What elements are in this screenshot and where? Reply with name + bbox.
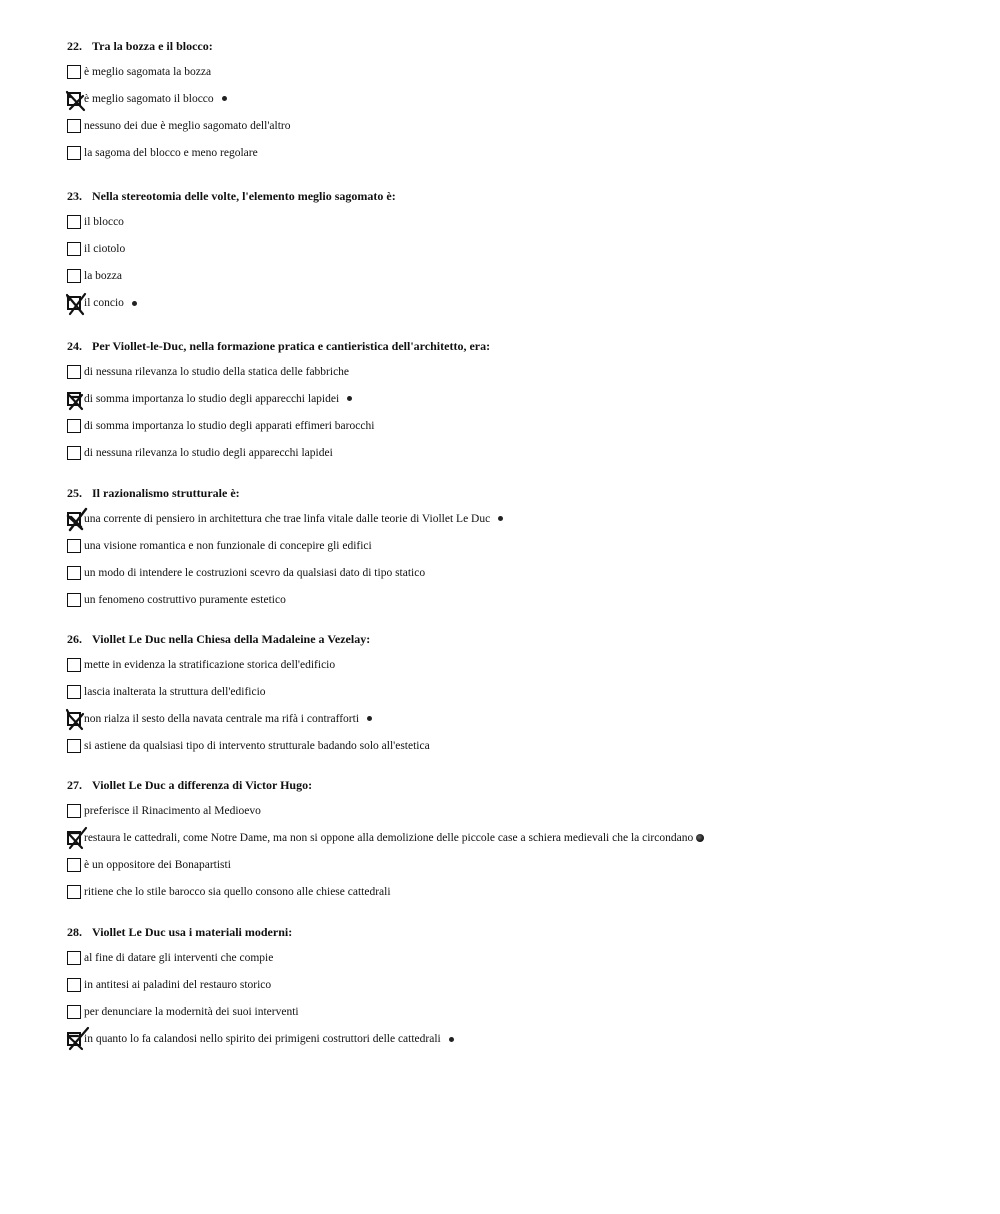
checkbox[interactable]: [67, 804, 81, 818]
option-item: [67, 1026, 967, 1053]
option-label: un fenomeno costruttivo puramente estetico: [84, 594, 286, 607]
answer-dot-icon: [367, 716, 372, 721]
answer-dot-icon: [347, 396, 352, 401]
checkbox[interactable]: [67, 119, 81, 133]
handwritten-x-mark-icon: [66, 708, 88, 732]
option-label: lascia inalterata la struttura dell'edificio: [84, 685, 266, 698]
options-list: [67, 505, 967, 614]
checkbox[interactable]: [67, 146, 81, 160]
checkbox[interactable]: [67, 658, 81, 672]
option-item: [67, 733, 967, 760]
option-item: [67, 358, 967, 385]
checkbox[interactable]: [67, 215, 81, 229]
options-list: [67, 58, 967, 167]
options-list: [67, 797, 967, 906]
question-title: [67, 485, 967, 501]
question-title: [67, 924, 967, 940]
checkbox[interactable]: [67, 885, 81, 899]
option-item: [67, 85, 967, 112]
option-label: mette in evidenza la stratificazione storica dell'edificio: [84, 658, 336, 671]
option-item: [67, 112, 967, 139]
checkbox-checked[interactable]: [67, 92, 81, 106]
option-item: [67, 879, 967, 906]
option-label: di nessuna rilevanza lo studio della statica delle fabbriche: [84, 365, 350, 378]
option-label: in antitesi ai paladini del restauro storico: [84, 978, 272, 991]
checkbox-checked[interactable]: [67, 296, 81, 310]
option-item: [67, 797, 967, 824]
option-item: [67, 559, 967, 586]
option-label: la sagoma del blocco e meno regolare: [84, 147, 258, 160]
option-item: [67, 440, 967, 467]
option-label: restaura le cattedrali, come Notre Dame, ma non si oppone alla demolizione delle piccole case a schiera medievali che la circondano: [84, 831, 694, 844]
option-label: di somma importanza lo studio degli apparecchi lapidei: [84, 392, 340, 405]
option-label: è un oppositore dei Bonapartisti: [84, 858, 231, 871]
option-item: [67, 587, 967, 614]
question-text: Il razionalismo strutturale è:: [92, 486, 240, 500]
question-text: Viollet Le Duc a differenza di Victor Hugo:: [92, 778, 313, 792]
option-item: [67, 412, 967, 439]
checkbox[interactable]: [67, 739, 81, 753]
option-item: [67, 505, 967, 532]
handwritten-x-mark-icon: [66, 508, 88, 532]
checkbox-checked[interactable]: [67, 831, 81, 845]
question-number: 24.: [67, 339, 82, 353]
option-label: di somma importanza lo studio degli apparati effimeri barocchi: [84, 419, 375, 432]
question-28: [67, 924, 967, 1053]
question-23: [67, 188, 967, 317]
answer-dot-icon: [132, 301, 137, 306]
question-text: Per Viollet-le-Duc, nella formazione pratica e cantieristica dell'architetto, era:: [92, 339, 491, 353]
option-item: [67, 944, 967, 971]
options-list: [67, 651, 967, 760]
options-list: [67, 944, 967, 1053]
option-label: si astiene da qualsiasi tipo di intervento strutturale badando solo all'estetica: [84, 740, 430, 753]
question-24: [67, 338, 967, 467]
option-item: [67, 705, 967, 732]
option-item: [67, 824, 967, 851]
checkbox[interactable]: [67, 446, 81, 460]
checkbox[interactable]: [67, 419, 81, 433]
question-text: Tra la bozza e il blocco:: [92, 39, 213, 53]
answer-dot-icon: [696, 834, 704, 842]
option-item: [67, 235, 967, 262]
checkbox[interactable]: [67, 242, 81, 256]
question-26: [67, 631, 967, 760]
option-item: [67, 140, 967, 167]
option-label: la bozza: [84, 269, 122, 282]
question-title: [67, 338, 967, 354]
option-label: una corrente di pensiero in architettura che trae linfa vitale dalle teorie di Viollet Le Duc: [84, 512, 491, 525]
checkbox-checked[interactable]: [67, 392, 81, 406]
option-label: è meglio sagomata la bozza: [84, 65, 212, 78]
option-item: [67, 262, 967, 289]
checkbox[interactable]: [67, 365, 81, 379]
option-label: il blocco: [84, 215, 124, 228]
question-number: 26.: [67, 632, 82, 646]
checkbox[interactable]: [67, 269, 81, 283]
option-label: ritiene che lo stile barocco sia quello consono alle chiese cattedrali: [84, 886, 391, 899]
answer-dot-icon: [449, 1037, 454, 1042]
question-number: 25.: [67, 486, 82, 500]
question-25: [67, 485, 967, 614]
option-label: nessuno dei due è meglio sagomato dell'altro: [84, 119, 291, 132]
handwritten-x-mark-icon: [66, 388, 88, 412]
checkbox[interactable]: [67, 858, 81, 872]
question-title: [67, 777, 967, 793]
question-text: Viollet Le Duc nella Chiesa della Madaleine a Vezelay:: [92, 632, 371, 646]
question-title: [67, 188, 967, 204]
question-number: 27.: [67, 778, 82, 792]
question-number: 23.: [67, 189, 82, 203]
checkbox-checked[interactable]: [67, 1032, 81, 1046]
options-list: [67, 358, 967, 467]
checkbox[interactable]: [67, 1005, 81, 1019]
checkbox-checked[interactable]: [67, 512, 81, 526]
checkbox[interactable]: [67, 539, 81, 553]
option-item: [67, 971, 967, 998]
checkbox[interactable]: [67, 593, 81, 607]
option-label: il concio: [84, 297, 124, 310]
checkbox[interactable]: [67, 978, 81, 992]
question-text: Nella stereotomia delle volte, l'elemento meglio sagomato è:: [92, 189, 396, 203]
option-item: [67, 385, 967, 412]
handwritten-x-mark-icon: [66, 1028, 88, 1052]
option-label: una visione romantica e non funzionale di concepire gli edifici: [84, 539, 372, 552]
question-text: Viollet Le Duc usa i materiali moderni:: [92, 925, 293, 939]
option-item: [67, 290, 967, 317]
option-label: un modo di intendere le costruzioni scevro da qualsiasi dato di tipo statico: [84, 566, 426, 579]
option-label: per denunciare la modernità dei suoi interventi: [84, 1005, 299, 1018]
options-list: [67, 208, 967, 317]
question-22: [67, 38, 967, 167]
handwritten-x-mark-icon: [66, 827, 88, 851]
question-27: [67, 777, 967, 906]
option-item: [67, 58, 967, 85]
handwritten-x-mark-icon: [66, 292, 88, 316]
answer-dot-icon: [498, 516, 503, 521]
question-number: 22.: [67, 39, 82, 53]
option-label: il ciotolo: [84, 242, 126, 255]
option-label: preferisce il Rinacimento al Medioevo: [84, 804, 261, 817]
handwritten-x-mark-icon: [66, 88, 88, 112]
checkbox[interactable]: [67, 685, 81, 699]
option-label: è meglio sagomato il blocco: [84, 92, 214, 105]
option-item: [67, 851, 967, 878]
question-title: [67, 631, 967, 647]
option-item: [67, 678, 967, 705]
option-item: [67, 998, 967, 1025]
checkbox-checked[interactable]: [67, 712, 81, 726]
answer-dot-icon: [222, 96, 227, 101]
checkbox[interactable]: [67, 566, 81, 580]
checkbox[interactable]: [67, 65, 81, 79]
option-label: non rialza il sesto della navata centrale ma rifà i contrafforti: [84, 712, 360, 725]
option-label: al fine di datare gli interventi che compie: [84, 951, 274, 964]
option-item: [67, 532, 967, 559]
checkbox[interactable]: [67, 951, 81, 965]
option-item: [67, 208, 967, 235]
option-item: [67, 651, 967, 678]
option-label: di nessuna rilevanza lo studio degli apparecchi lapidei: [84, 447, 333, 460]
option-label: in quanto lo fa calandosi nello spirito dei primigeni costruttori delle cattedrali: [84, 1033, 441, 1046]
question-number: 28.: [67, 925, 82, 939]
question-title: [67, 38, 967, 54]
